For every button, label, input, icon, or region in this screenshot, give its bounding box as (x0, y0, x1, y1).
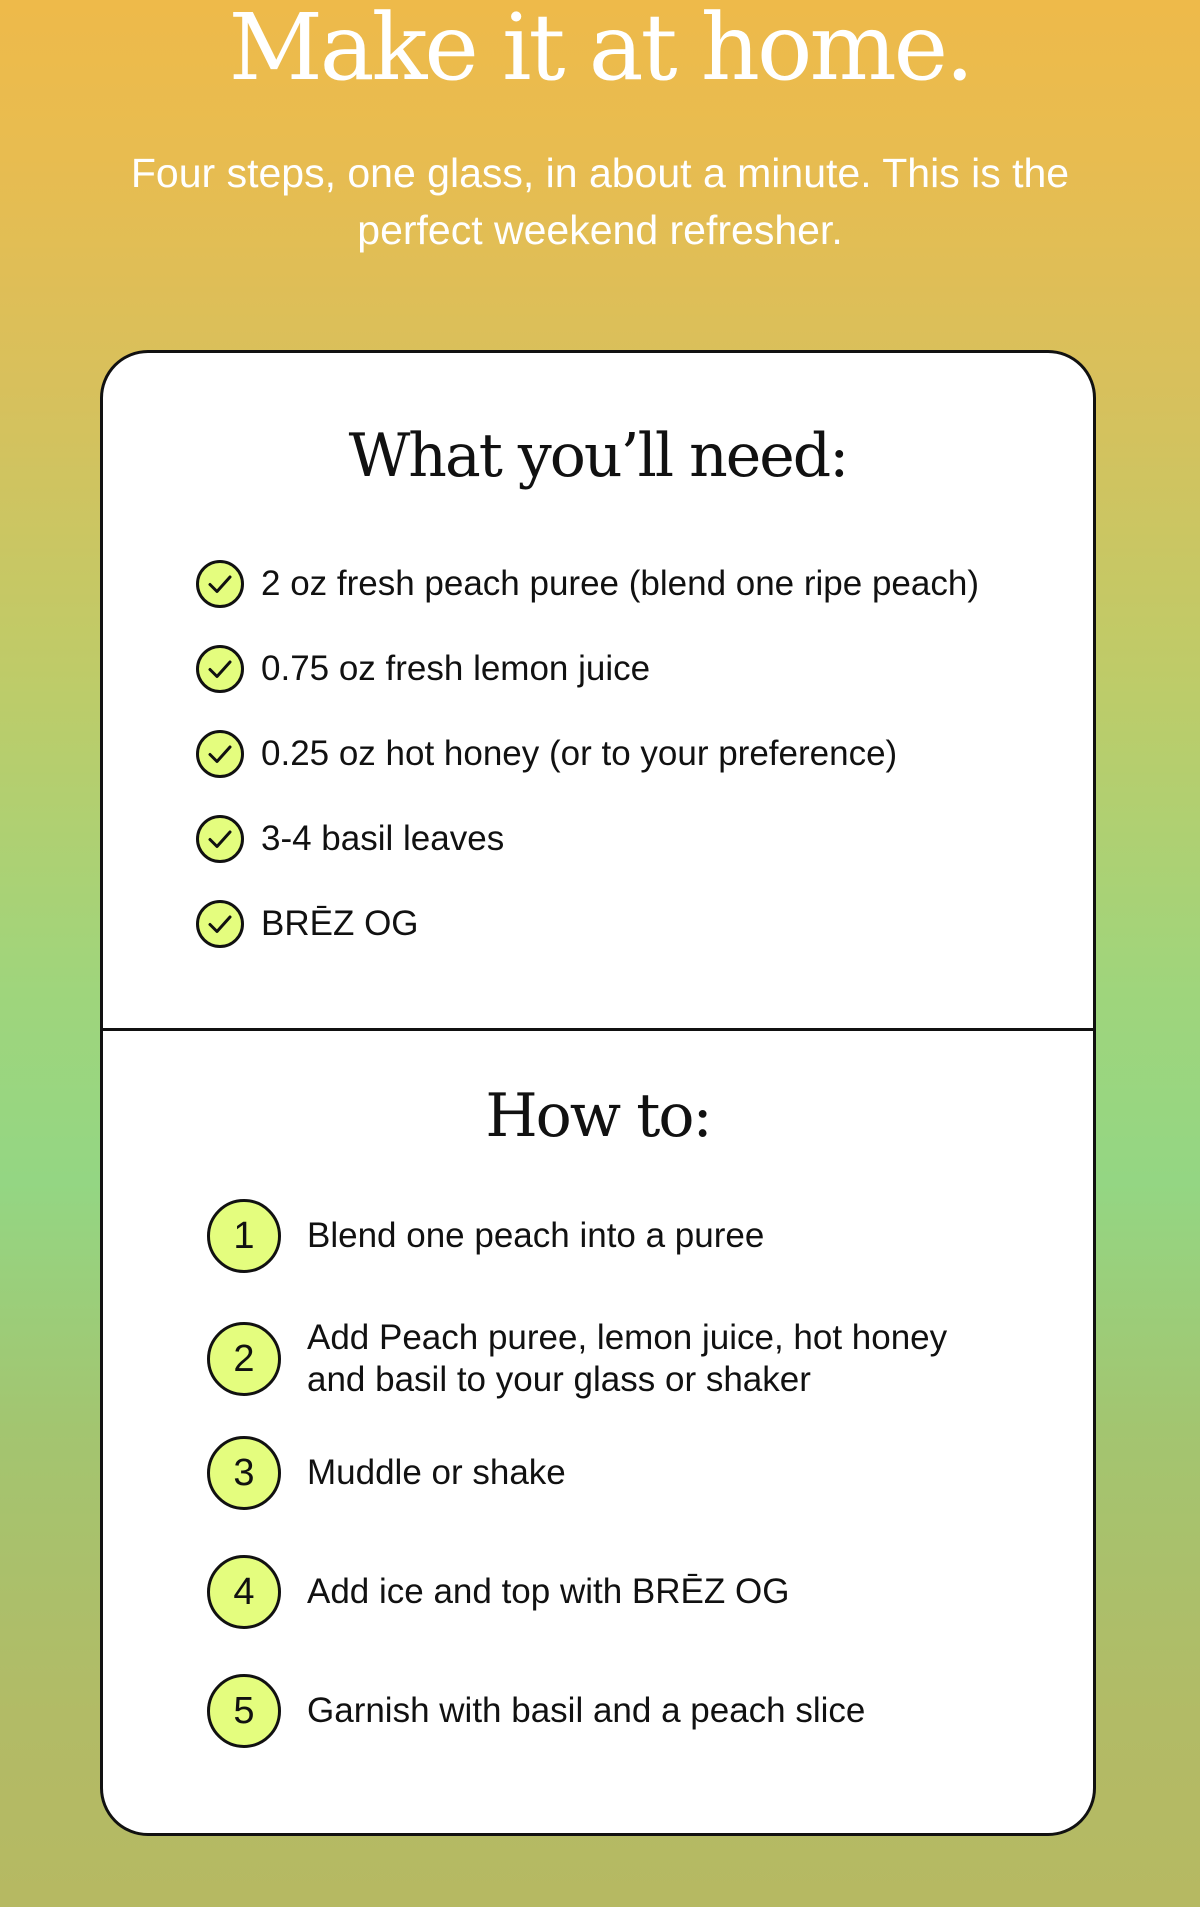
ingredient-item (195, 729, 979, 779)
ingredient-item (195, 899, 979, 949)
step-text: Garnish with basil and a peach slice (307, 1691, 866, 1730)
step-item (207, 1199, 987, 1273)
ingredient-label: 2 oz fresh peach puree (blend one ripe peach) (261, 564, 979, 603)
ingredients-section (103, 353, 1093, 1029)
steps-title: How to: (485, 1081, 711, 1151)
ingredient-label: 0.25 oz hot honey (or to your preference) (261, 734, 898, 773)
ingredient-label: 0.75 oz fresh lemon juice (261, 649, 651, 688)
step-item (207, 1555, 987, 1629)
check-circle-icon (195, 644, 245, 694)
ingredient-label: BRĒZ OG (261, 904, 419, 943)
step-item (207, 1317, 987, 1401)
step-text: Muddle or shake (307, 1453, 566, 1492)
step-item (207, 1674, 987, 1748)
hero-title: Make it at home. (228, 0, 972, 101)
ingredient-item (195, 644, 979, 694)
step-number-badge: 3 (207, 1436, 281, 1510)
step-number-badge: 1 (207, 1199, 281, 1273)
step-text: Add Peach puree, lemon juice, hot honey and basil to your glass or shaker (307, 1318, 948, 1399)
ingredients-title: What you’ll need: (348, 421, 848, 491)
check-circle-icon (195, 814, 245, 864)
step-text: Add ice and top with BRĒZ OG (307, 1572, 790, 1611)
hero-subtitle: Four steps, one glass, in about a minute. This is the perfect weekend refresher. (130, 150, 1070, 253)
ingredient-item (195, 814, 979, 864)
step-number-badge: 2 (207, 1322, 281, 1396)
ingredient-list (195, 559, 979, 984)
ingredient-label: 3-4 basil leaves (261, 819, 505, 858)
steps-section (103, 1031, 1093, 1831)
check-circle-icon (195, 559, 245, 609)
ingredient-item (195, 559, 979, 609)
check-circle-icon (195, 729, 245, 779)
step-text: Blend one peach into a puree (307, 1216, 765, 1255)
step-number-badge: 5 (207, 1674, 281, 1748)
recipe-card (100, 350, 1096, 1836)
check-circle-icon (195, 899, 245, 949)
step-number-badge: 4 (207, 1555, 281, 1629)
step-item (207, 1436, 987, 1510)
